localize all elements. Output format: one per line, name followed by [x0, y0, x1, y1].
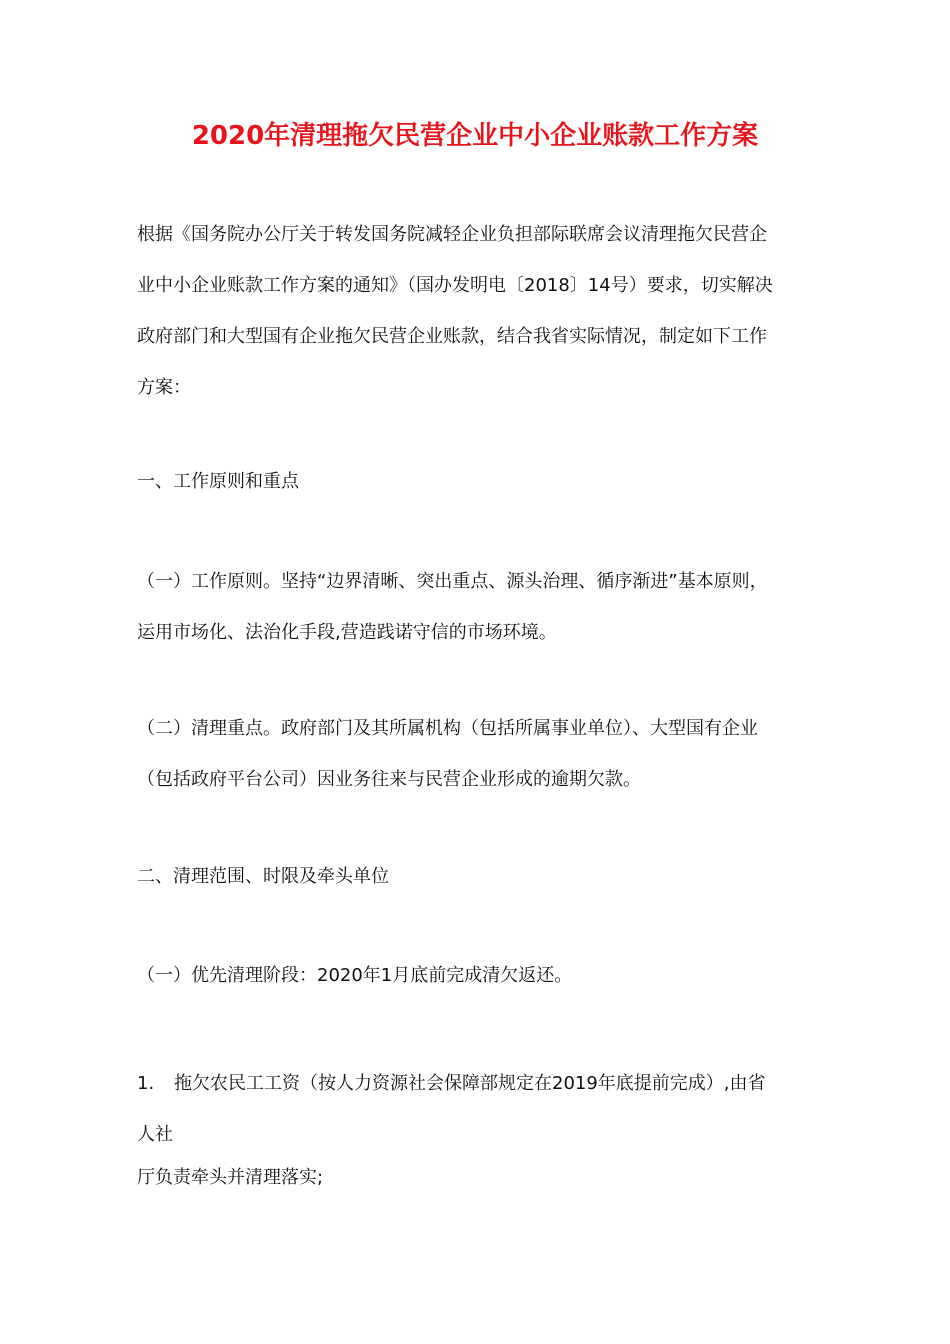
section-heading-2: 二、清理范围、时限及牵头单位 [137, 866, 389, 887]
principle-paragraph [137, 556, 827, 658]
item1-paragraph [137, 1058, 827, 1203]
item1-line [137, 1058, 827, 1109]
intro-line: 根据《国务院办公厅关于转发国务院减轻企业负担部际联席会议清理拖欠民营企 [137, 224, 767, 245]
principle-line: （一）工作原则。坚持“边界清晰、突出重点、源头治理、循序渐进”基本原则， [137, 571, 768, 592]
focus-line: （包括政府平台公司）因业务往来与民营企业形成的逾期欠款。 [137, 769, 641, 790]
item-number: 1. [137, 1073, 155, 1094]
intro-paragraph [137, 209, 827, 413]
item1-continuation: 厅负责牵头并清理落实; [137, 1167, 324, 1188]
principle-line: 运用市场化、法治化手段,营造践诺守信的市场环境。 [137, 622, 557, 643]
section-heading-1: 一、工作原则和重点 [137, 471, 299, 492]
stage1-paragraph: （一）优先清理阶段：2020年1月底前完成清欠返还。 [137, 965, 573, 986]
intro-line: 方案： [137, 377, 191, 398]
intro-line: 业中小企业账款工作方案的通知》（国办发明电〔2018〕14号）要求，切实解决 [137, 275, 773, 296]
intro-line: 政府部门和大型国有企业拖欠民营企业账款，结合我省实际情况，制定如下工作 [137, 326, 767, 347]
item1-continuation: 人社 [137, 1124, 173, 1145]
item1-text: 拖欠农民工工资（按人力资源社会保障部规定在2019年底提前完成）,由省 [174, 1073, 766, 1094]
focus-paragraph [137, 703, 827, 805]
focus-line: （二）清理重点。政府部门及其所属机构（包括所属事业单位）、大型国有企业 [137, 718, 758, 739]
document-title: 2020年清理拖欠民营企业中小企业账款工作方案 [191, 121, 759, 151]
